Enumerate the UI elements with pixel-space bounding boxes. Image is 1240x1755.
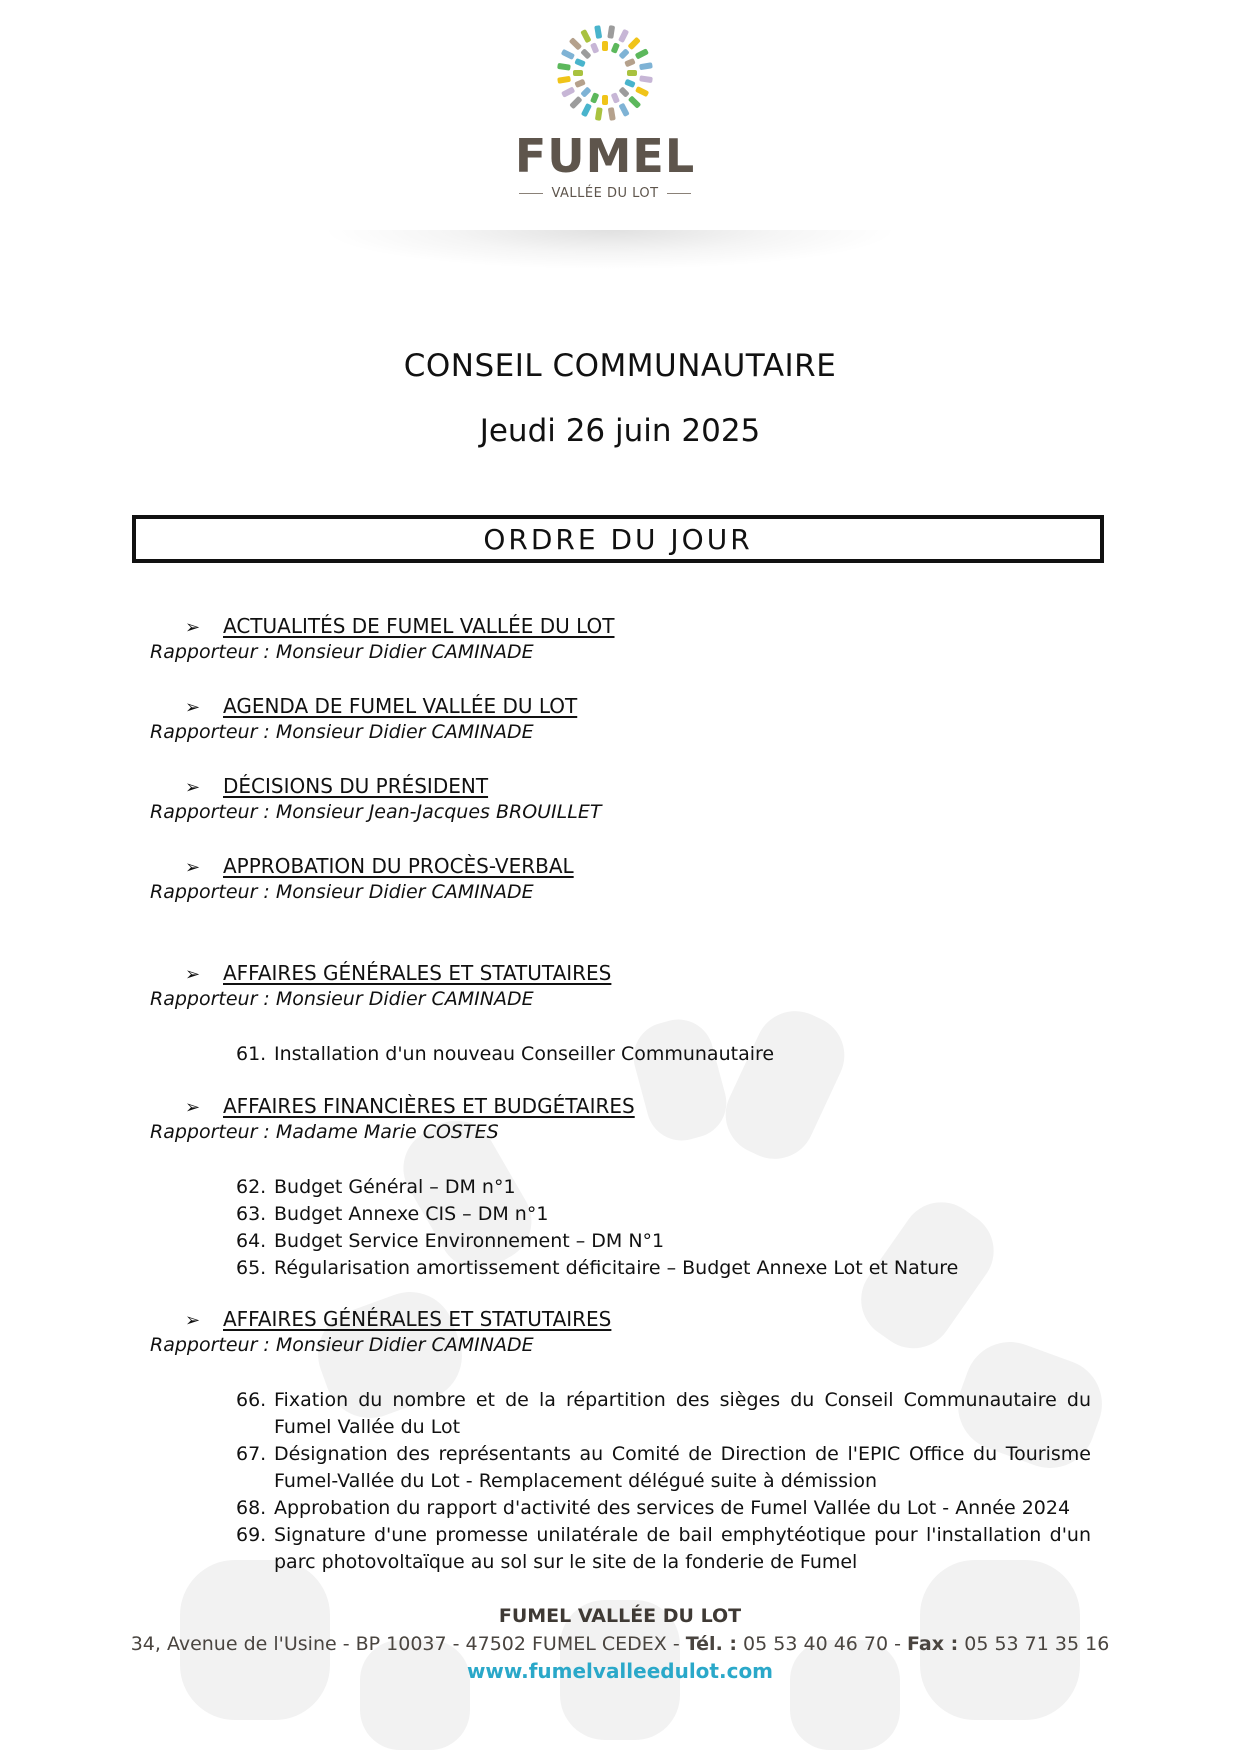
footer-address-line (0, 1633, 1240, 1655)
section-rapporteur: Rapporteur : Monsieur Didier CAMINADE (150, 721, 534, 743)
logo-ray (581, 103, 592, 117)
item-text: Approbation du rapport d'activité des services de Fumel Vallée du Lot - Année 2024 (274, 1497, 1071, 1519)
item-list (236, 1174, 1091, 1282)
header-shadow (320, 230, 900, 270)
arrow-bullet-icon: ➢ (185, 697, 201, 718)
logo-ray (569, 96, 582, 109)
item-text: Budget Général – DM n°1 (274, 1176, 516, 1198)
logo-ray (611, 42, 620, 54)
logo-ray (590, 92, 599, 104)
document-title: CONSEIL COMMUNAUTAIRE (403, 348, 837, 384)
item-number: 67. (236, 1443, 267, 1465)
section-rapporteur: Rapporteur : Madame Marie COSTES (150, 1121, 499, 1143)
arrow-bullet-icon: ➢ (185, 857, 201, 878)
logo-ray (618, 29, 629, 43)
item-number: 63. (236, 1203, 267, 1225)
item-number: 62. (236, 1176, 267, 1198)
section-title: ACTUALITÉS DE FUMEL VALLÉE DU LOT (223, 614, 615, 638)
logo-name: FUMEL (514, 129, 696, 183)
logo-ray (561, 49, 575, 60)
list-item (236, 1522, 1091, 1576)
logo-ray (594, 25, 602, 39)
footer-website-link[interactable]: www.fumelvalleedulot.com (466, 1659, 774, 1683)
logo-ray (639, 62, 653, 70)
logo-ray (580, 48, 591, 59)
agenda-box (132, 515, 1104, 563)
item-text: Budget Annexe CIS – DM n°1 (274, 1203, 549, 1225)
logo-ray (574, 58, 586, 67)
item-text: Désignation des représentants au Comité de Direction de l'EPIC Office du Tourisme Fumel-Vallée du Lot - Remplacement délégué suite à démission (274, 1443, 1091, 1492)
logo-subtitle-text: VALLÉE DU LOT (551, 186, 659, 201)
logo-ray (602, 41, 608, 51)
section-rapporteur: Rapporteur : Monsieur Jean-Jacques BROUILLET (150, 801, 602, 823)
section-title: AFFAIRES GÉNÉRALES ET STATUTAIRES (223, 1307, 612, 1331)
logo-ray (639, 75, 653, 83)
footer-address: 34, Avenue de l'Usine - BP 10037 - 47502 FUMEL CEDEX - (130, 1633, 686, 1655)
logo-ray (573, 70, 583, 76)
arrow-bullet-icon: ➢ (185, 617, 201, 638)
item-text: Installation d'un nouveau Conseiller Communautaire (274, 1043, 775, 1065)
logo-ray (635, 48, 649, 59)
item-text: Fixation du nombre et de la répartition des sièges du Conseil Communautaire du Fumel Vallée du Lot (274, 1389, 1091, 1438)
arrow-bullet-icon: ➢ (185, 964, 201, 985)
agenda-box-title: ORDRE DU JOUR (483, 522, 753, 556)
item-text: Signature d'une promesse unilatérale de bail emphytéotique pour l'installation d'un parc photovoltaïque au sol sur le site de la fonderie de Fumel (274, 1524, 1091, 1573)
logo-ray (624, 79, 636, 88)
logo-line-left (519, 193, 543, 194)
logo-ray (595, 107, 603, 121)
logo-ray (602, 95, 608, 105)
arrow-bullet-icon: ➢ (185, 1097, 201, 1118)
logo-ray (627, 37, 640, 50)
footer-org-name: FUMEL VALLÉE DU LOT (498, 1605, 742, 1627)
section-rapporteur: Rapporteur : Monsieur Didier CAMINADE (150, 881, 534, 903)
item-number: 61. (236, 1043, 267, 1065)
footer-fax: 05 53 71 35 16 (958, 1633, 1110, 1655)
logo-ray (618, 48, 629, 59)
footer-fax-label: Fax : (907, 1633, 959, 1655)
logo-ray (574, 79, 586, 88)
arrow-bullet-icon: ➢ (185, 777, 201, 798)
item-number: 66. (236, 1389, 267, 1411)
item-list (236, 1387, 1091, 1576)
item-text: Budget Service Environnement – DM N°1 (274, 1230, 665, 1252)
item-text: Régularisation amortissement déficitaire – Budget Annexe Lot et Nature (274, 1257, 959, 1279)
logo-ray (624, 58, 636, 67)
logo-ray (557, 76, 571, 84)
logo-ray (627, 70, 637, 76)
fumel-logo (500, 18, 710, 218)
logo-ray (611, 92, 620, 104)
list-item (236, 1387, 1091, 1441)
list-item (236, 1228, 1091, 1255)
section-rapporteur: Rapporteur : Monsieur Didier CAMINADE (150, 1334, 534, 1356)
logo-ray (618, 103, 629, 117)
section-title: AFFAIRES GÉNÉRALES ET STATUTAIRES (223, 961, 612, 985)
logo-ray (569, 37, 582, 50)
logo-ray (561, 86, 575, 97)
logo-ray (607, 25, 615, 39)
section-title: APPROBATION DU PROCÈS-VERBAL (223, 854, 574, 878)
logo-ray (618, 86, 629, 97)
section-title: AFFAIRES FINANCIÈRES ET BUDGÉTAIRES (223, 1094, 635, 1118)
item-number: 69. (236, 1524, 267, 1546)
arrow-bullet-icon: ➢ (185, 1310, 201, 1331)
logo-ray (580, 29, 591, 43)
section-rapporteur: Rapporteur : Monsieur Didier CAMINADE (150, 641, 534, 663)
section-rapporteur: Rapporteur : Monsieur Didier CAMINADE (150, 988, 534, 1010)
item-list (236, 1041, 1091, 1068)
logo-ray (635, 86, 649, 97)
list-item (236, 1441, 1091, 1495)
logo-subtitle (500, 186, 710, 201)
list-item (236, 1495, 1091, 1522)
item-number: 64. (236, 1230, 267, 1252)
document-date: Jeudi 26 juin 2025 (479, 413, 761, 449)
list-item (236, 1041, 1091, 1068)
list-item (236, 1174, 1091, 1201)
logo-ray (557, 63, 571, 71)
item-number: 68. (236, 1497, 267, 1519)
footer-tel-label: Tél. : (685, 1633, 738, 1655)
page-footer (0, 1605, 1240, 1683)
logo-ray (590, 42, 599, 54)
section-title: DÉCISIONS DU PRÉSIDENT (223, 774, 489, 798)
item-number: 65. (236, 1257, 267, 1279)
sun-emblem-icon (550, 18, 660, 128)
footer-tel: 05 53 40 46 70 - (737, 1633, 908, 1655)
logo-line-right (667, 193, 691, 194)
logo-ray (608, 107, 616, 121)
section-title: AGENDA DE FUMEL VALLÉE DU LOT (223, 694, 578, 718)
logo-ray (628, 95, 641, 108)
list-item (236, 1201, 1091, 1228)
list-item (236, 1255, 1091, 1282)
logo-ray (580, 86, 591, 97)
